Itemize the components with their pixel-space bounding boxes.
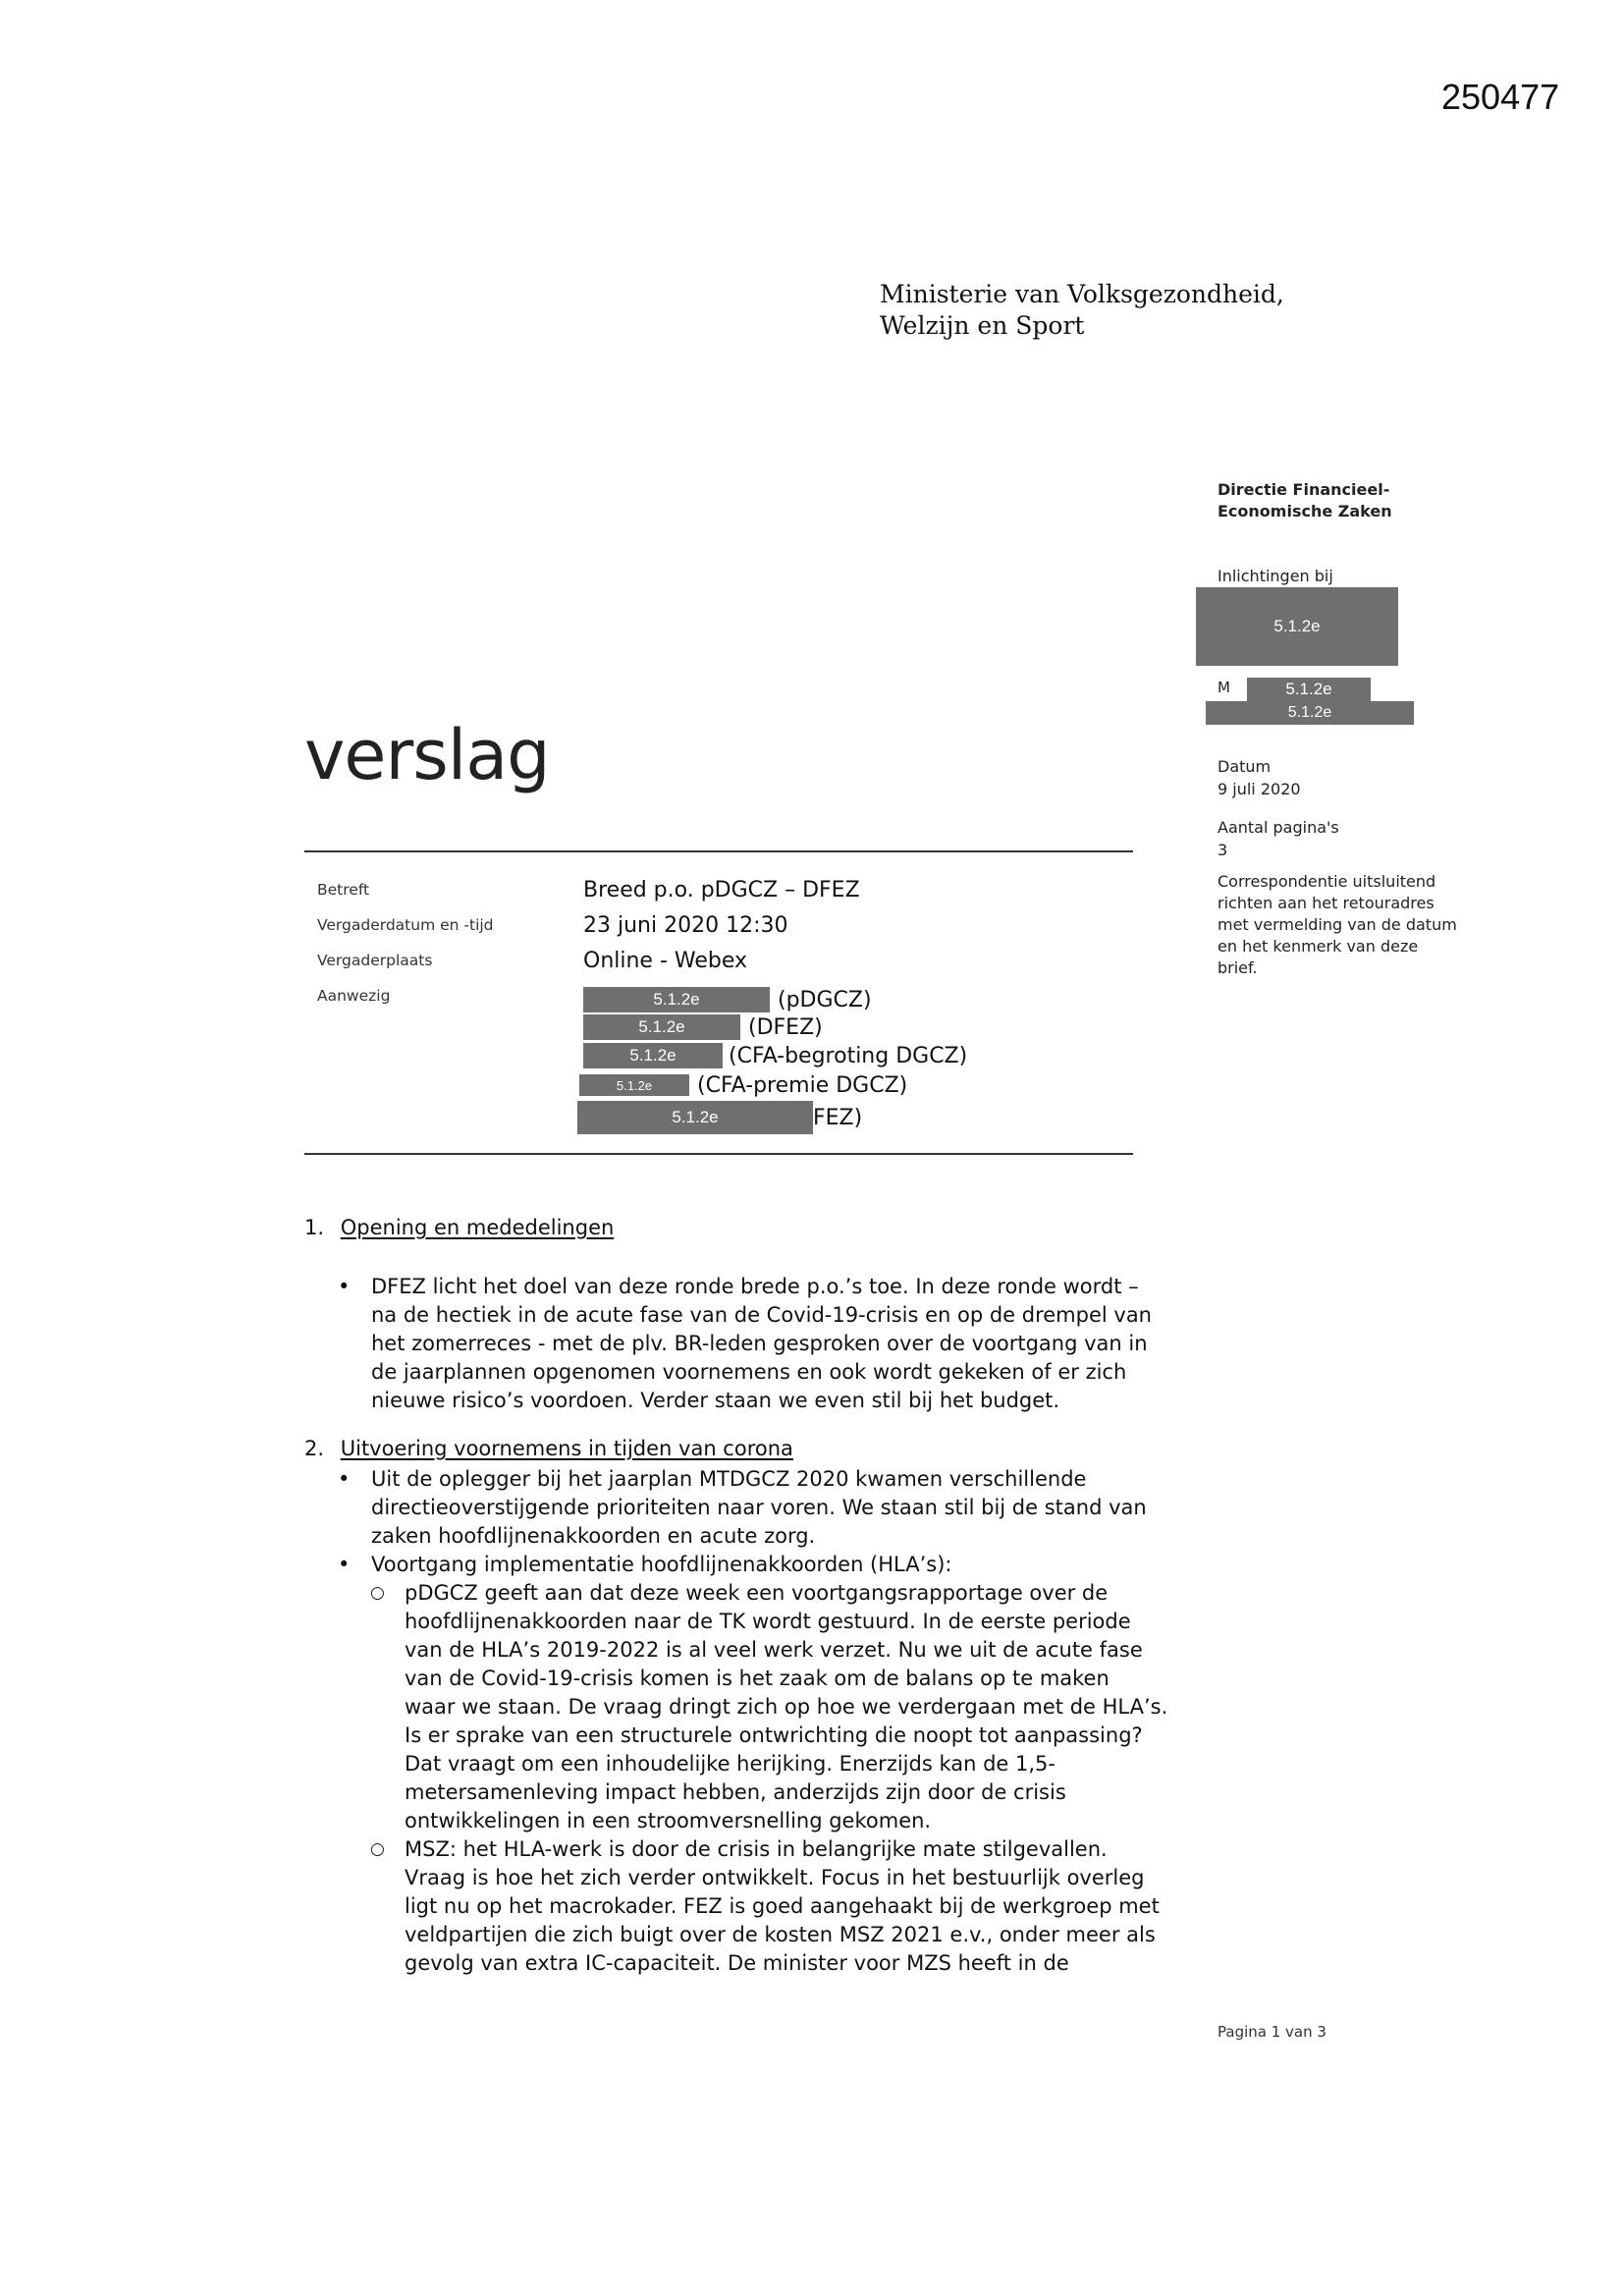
attendee-role: (CFA-premie DGCZ) (697, 1072, 908, 1098)
sub-bullet-line: metersamenleving impact hebben, anderzijds zijn door de crisis (405, 1780, 1066, 1804)
attendee-role: (CFA-begroting DGCZ) (729, 1043, 968, 1068)
bullet-dot: • (338, 1467, 351, 1491)
redaction-block: 5.1.2e (583, 1043, 723, 1068)
section-title: Uitvoering voornemens in tijden van corona (340, 1437, 793, 1460)
vergaderdatum-value: 23 juni 2020 12:30 (583, 913, 788, 938)
bullet-line: DFEZ licht het doel van deze ronde brede p.o.’s toe. In deze ronde wordt – (371, 1275, 1139, 1298)
bullet-line: Voortgang implementatie hoofdlijnenakkoorden (HLA’s): (371, 1553, 952, 1576)
sub-bullet-line: MSZ: het HLA-werk is door de crisis in belangrijke mate stilgevallen. (405, 1837, 1108, 1861)
sub-bullet-line: veldpartijen die zich buigt over de kosten MSZ 2021 e.v., onder meer als (405, 1923, 1156, 1946)
redaction-block: 5.1.2e (1206, 701, 1414, 725)
sidebar-paginas-label: Aantal pagina's (1218, 818, 1339, 837)
sub-bullet-circle: ○ (370, 1583, 385, 1603)
betreft-label: Betreft (317, 881, 370, 899)
bottom-divider (304, 1153, 1133, 1155)
vergaderdatum-label: Vergaderdatum en -tijd (317, 916, 494, 934)
sub-bullet-line: ontwikkelingen in een stroomversnelling gekomen. (405, 1809, 932, 1832)
sub-bullet-line: van de Covid-19-crisis komen is het zaak om de balans op te maken (405, 1667, 1110, 1690)
page-number: Pagina 1 van 3 (1218, 2023, 1326, 2041)
aanwezig-label: Aanwezig (317, 987, 391, 1005)
sub-bullet-line: Is er sprake van een structurele ontwrichting die noopt tot aanpassing? (405, 1723, 1143, 1747)
section-title: Opening en mededelingen (340, 1216, 615, 1239)
sub-bullet-circle: ○ (370, 1839, 385, 1859)
note-line: en het kenmerk van deze (1218, 937, 1419, 956)
sidebar-datum-value: 9 juli 2020 (1218, 780, 1301, 798)
betreft-value: Breed p.o. pDGCZ – DFEZ (583, 878, 860, 902)
sub-bullet-line: hoofdlijnenakkoorden naar de TK wordt gestuurd. In de eerste periode (405, 1610, 1131, 1633)
ministry-line-1: Ministerie van Volksgezondheid, (880, 280, 1284, 308)
note-line: richten aan het retouradres (1218, 894, 1435, 912)
ministry-name (880, 279, 1284, 342)
redaction-block: 5.1.2e (583, 987, 770, 1012)
bullet-line: directieoverstijgende prioriteiten naar voren. We staan stil bij de stand van (371, 1496, 1147, 1519)
sub-bullet-line: Vraag is hoe het zich verder ontwikkelt. Focus in het bestuurlijk overleg (405, 1866, 1145, 1889)
note-line: Correspondentie uitsluitend (1218, 872, 1436, 891)
redaction-block: 5.1.2e (1196, 587, 1398, 666)
attendee-row (579, 1071, 907, 1099)
redaction-block: 5.1.2e (1247, 678, 1371, 701)
attendee-role: FEZ) (813, 1105, 863, 1130)
redaction-block: 5.1.2e (577, 1101, 813, 1134)
sub-bullet-line: van de HLA’s 2019-2022 is al veel werk verzet. Nu we uit de acute fase (405, 1638, 1143, 1662)
sub-bullet-line: Dat vraagt om een inhoudelijke herijking. Enerzijds kan de 1,5- (405, 1752, 1056, 1776)
redaction-block: 5.1.2e (583, 1014, 740, 1040)
attendee-row (583, 1042, 967, 1069)
bullet-line: de jaarplannen opgenomen voornemens en ook wordt gekeken of er zich (371, 1360, 1127, 1384)
attendee-row (577, 1100, 862, 1135)
bullet-line: zaken hoofdlijnenakkoorden en acute zorg. (371, 1524, 816, 1548)
sidebar-directie-line-2: Economische Zaken (1218, 502, 1392, 520)
bullet-line: na de hectiek in de acute fase van de Covid-19-crisis en op de drempel van (371, 1303, 1152, 1327)
top-divider (304, 850, 1133, 852)
sub-bullet-line: pDGCZ geeft aan dat deze week een voortgangsrapportage over de (405, 1581, 1109, 1605)
section-number: 2. (304, 1437, 325, 1460)
bullet-dot: • (338, 1275, 351, 1298)
bullet-line: nieuwe risico’s voordoen. Verder staan we even stil bij het budget. (371, 1389, 1060, 1412)
attendee-row (583, 1013, 823, 1041)
sub-bullet-line: gevolg van extra IC-capaciteit. De minister voor MZS heeft in de (405, 1951, 1069, 1975)
attendee-role: (DFEZ) (748, 1014, 823, 1040)
note-line: met vermelding van de datum (1218, 915, 1457, 934)
bullet-line: het zomerreces - met de plv. BR-leden gesproken over de voortgang van in (371, 1332, 1148, 1355)
attendee-row (583, 986, 872, 1013)
sidebar-m-prefix: M (1218, 679, 1230, 696)
sidebar-datum-label: Datum (1218, 757, 1272, 776)
bullet-line: Uit de oplegger bij het jaarplan MTDGCZ 2020 kwamen verschillende (371, 1467, 1087, 1491)
bullet-dot: • (338, 1553, 351, 1576)
section-2-heading (304, 1437, 793, 1460)
sidebar-inlichtingen-label: Inlichtingen bij (1218, 567, 1333, 585)
note-line: brief. (1218, 958, 1258, 977)
document-type-title: verslag (304, 715, 550, 795)
section-1-heading (304, 1216, 614, 1239)
sidebar-directie-line-1: Directie Financieel- (1218, 480, 1390, 499)
sidebar-correspondence-note (1218, 871, 1457, 979)
vergaderplaats-label: Vergaderplaats (317, 952, 433, 969)
redaction-block: 5.1.2e (579, 1074, 689, 1096)
sub-bullet-line: ligt nu op het macrokader. FEZ is goed aangehaakt bij de werkgroep met (405, 1894, 1160, 1918)
attendee-role: (pDGCZ) (778, 987, 872, 1012)
vergaderplaats-value: Online - Webex (583, 949, 748, 973)
sidebar-paginas-value: 3 (1218, 841, 1228, 859)
ministry-line-2: Welzijn en Sport (880, 311, 1085, 340)
section-number: 1. (304, 1216, 325, 1239)
sub-bullet-line: waar we staan. De vraag dringt zich op hoe we verdergaan met de HLA’s. (405, 1695, 1168, 1719)
sidebar-directie (1218, 479, 1392, 522)
document-number: 250477 (1441, 77, 1560, 117)
